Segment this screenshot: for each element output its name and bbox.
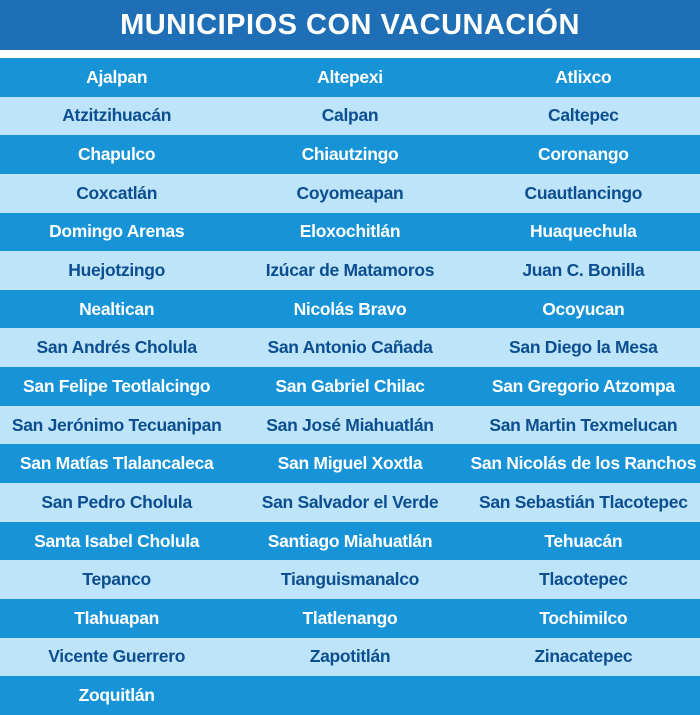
municipio-cell: Vicente Guerrero <box>48 646 186 667</box>
table-row <box>0 58 700 97</box>
table-row <box>0 599 700 638</box>
table-row <box>0 367 700 406</box>
municipio-cell: Eloxochitlán <box>299 221 401 242</box>
municipio-cell: Huejotzingo <box>68 260 166 281</box>
municipio-cell: Cuautlancingo <box>524 182 643 203</box>
municipio-cell: Atzitzihuacán <box>62 105 172 126</box>
municipio-cell: Nicolás Bravo <box>293 298 407 319</box>
municipio-cell: San Gabriel Chilac <box>275 375 425 396</box>
municipio-cell: Chiautzingo <box>301 144 399 165</box>
municipio-cell: Juan C. Bonilla <box>522 260 645 281</box>
municipio-cell: Santiago Miahuatlán <box>267 530 433 551</box>
table-row <box>0 135 700 174</box>
header-gap <box>0 50 700 58</box>
municipio-cell: San Martin Texmelucan <box>489 414 678 435</box>
municipio-cell: Coronango <box>538 144 629 165</box>
table-row <box>0 251 700 290</box>
municipio-cell: Coyomeapan <box>296 182 404 203</box>
page-title: MUNICIPIOS CON VACUNACIÓN <box>120 8 580 41</box>
municipio-cell: San Diego la Mesa <box>509 337 658 358</box>
municipio-cell: San Felipe Teotlalcingo <box>23 375 211 396</box>
table-row <box>0 174 700 213</box>
municipio-cell: Ajalpan <box>86 66 148 87</box>
municipio-cell: San Miguel Xoxtla <box>277 453 423 474</box>
table-row <box>0 638 700 677</box>
municipio-cell: San Sebastián Tlacotepec <box>478 491 688 512</box>
municipio-cell: San Gregorio Atzompa <box>491 375 675 396</box>
municipio-cell: Ocoyucan <box>542 298 625 319</box>
table-row <box>0 290 700 329</box>
municipio-cell: Altepexi <box>317 66 383 87</box>
municipio-cell: San Pedro Cholula <box>41 491 192 512</box>
municipio-cell: San Jerónimo Tecuanipan <box>11 414 222 435</box>
municipio-cell: San Antonio Cañada <box>267 337 433 358</box>
municipio-cell: Nealtican <box>79 298 155 319</box>
table-row <box>0 560 700 599</box>
municipio-cell: Izúcar de Matamoros <box>265 260 435 281</box>
municipio-cell: Tianguismanalco <box>280 569 420 590</box>
municipio-cell: Tochimilco <box>539 607 628 628</box>
municipio-cell: Tlacotepec <box>539 569 628 590</box>
municipio-cell: San Salvador el Verde <box>261 491 439 512</box>
table-row <box>0 676 700 715</box>
header-banner <box>0 0 700 50</box>
municipio-cell: San Andrés Cholula <box>36 337 197 358</box>
municipio-cell: Tlahuapan <box>74 607 160 628</box>
table-row <box>0 97 700 136</box>
municipio-cell: San Nicolás de los Ranchos <box>470 453 697 474</box>
table-row <box>0 406 700 445</box>
table-row <box>0 444 700 483</box>
municipio-cell: San Matías Tlalancaleca <box>19 453 214 474</box>
municipio-cell: Caltepec <box>548 105 619 126</box>
municipio-cell: Calpan <box>321 105 379 126</box>
municipio-cell: Zoquitlán <box>78 685 155 706</box>
municipios-table <box>0 58 700 715</box>
municipio-cell: Huaquechula <box>530 221 637 242</box>
municipio-cell: Zinacatepec <box>534 646 633 667</box>
municipio-cell: Tehuacán <box>544 530 623 551</box>
table-row <box>0 213 700 252</box>
municipio-cell: Atlixco <box>555 66 612 87</box>
table-row <box>0 483 700 522</box>
municipio-cell: San José Miahuatlán <box>266 414 434 435</box>
municipio-cell: Chapulco <box>78 144 156 165</box>
municipio-cell: Coxcatlán <box>76 182 158 203</box>
municipio-cell: Zapotitlán <box>309 646 391 667</box>
municipio-cell: Tlatlenango <box>302 607 398 628</box>
municipio-cell: Tepanco <box>82 569 151 590</box>
municipio-cell: Domingo Arenas <box>49 221 185 242</box>
municipio-cell: Santa Isabel Cholula <box>34 530 200 551</box>
table-row <box>0 522 700 561</box>
table-row <box>0 328 700 367</box>
